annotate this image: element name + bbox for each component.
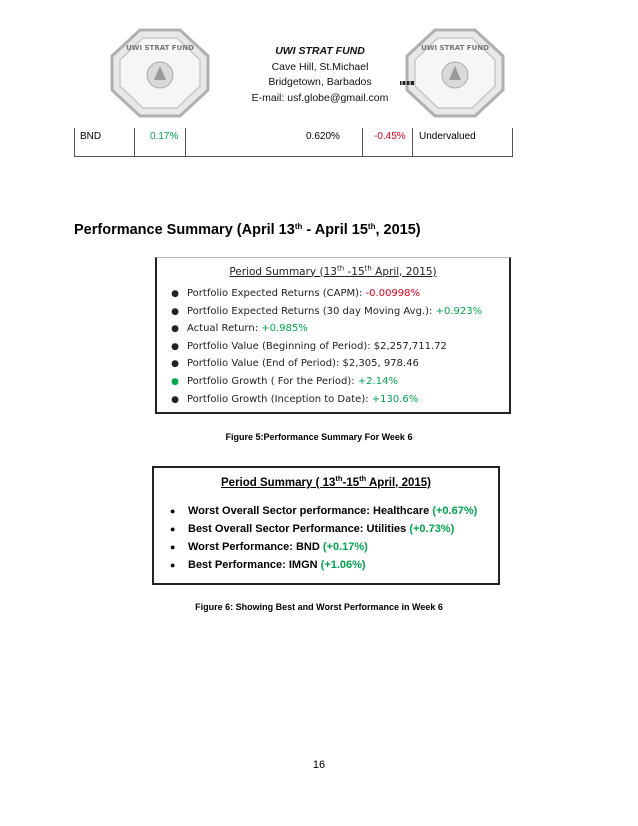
- logo-text: UWI STRAT FUND: [126, 44, 194, 52]
- figure-5-title: Period Summary (13th -15th April, 2015): [229, 264, 437, 278]
- letterhead: [205, 44, 435, 106]
- figure-6-caption: Figure 6: Showing Best and Worst Performance in Week 6: [195, 602, 443, 612]
- logo-text: UWI STRAT FUND: [421, 44, 489, 52]
- figure-5-caption: Figure 5:Performance Summary For Week 6: [225, 432, 413, 442]
- list-item: ● Worst Overall Sector performance: Healthcare (+0.67%): [170, 505, 478, 517]
- address-line-1: Cave Hill, St.Michael: [271, 60, 369, 73]
- list-item: ● Portfolio Expected Returns (CAPM): -0.00998%: [171, 288, 421, 299]
- figure-5-list: [163, 285, 482, 408]
- list-item: ● Portfolio Growth ( For the Period): +2.14%: [171, 375, 398, 387]
- difference-cell: -0.45%: [374, 131, 406, 142]
- list-item: ● Actual Return: +0.985%: [171, 323, 308, 335]
- page-number: 16: [312, 759, 326, 771]
- list-item: ● Portfolio Value (Beginning of Period): $2,257,711.72: [171, 340, 447, 352]
- expected-cell: 0.620%: [306, 131, 340, 142]
- email-line: E-mail: usf.globe@gmail.com: [251, 91, 389, 104]
- table-row: [74, 128, 513, 157]
- list-item: ● Portfolio Growth (Inception to Date): +130.6%: [171, 393, 419, 405]
- figure-5-summary-box: [155, 257, 511, 414]
- address-line-2: Bridgetown, Barbados: [268, 76, 372, 88]
- figure-6-list: [170, 502, 477, 574]
- section-heading: Performance Summary (April 13th - April 15th, 2015): [74, 222, 421, 238]
- list-item: ● Best Performance: IMGN (+1.06%): [170, 559, 366, 571]
- valuation-cell: Undervalued: [419, 131, 476, 142]
- figure-6-title: Period Summary ( 13th-15th April, 2015): [221, 474, 431, 489]
- list-item: ● Worst Performance: BND (+0.17%): [170, 541, 368, 553]
- ticker-cell: BND: [80, 131, 102, 142]
- fund-logo-left: [110, 28, 210, 118]
- list-item: ● Portfolio Value (End of Period): $2,305, 978.46: [171, 358, 419, 370]
- org-name: UWI STRAT FUND: [275, 45, 365, 57]
- figure-6-summary-box: [152, 466, 500, 585]
- list-item: ● Portfolio Expected Returns (30 day Moving Avg.): +0.923%: [171, 305, 483, 317]
- list-item: ● Best Overall Sector Performance: Utilities (+0.73%): [170, 523, 455, 535]
- return-cell: 0.17%: [150, 131, 179, 142]
